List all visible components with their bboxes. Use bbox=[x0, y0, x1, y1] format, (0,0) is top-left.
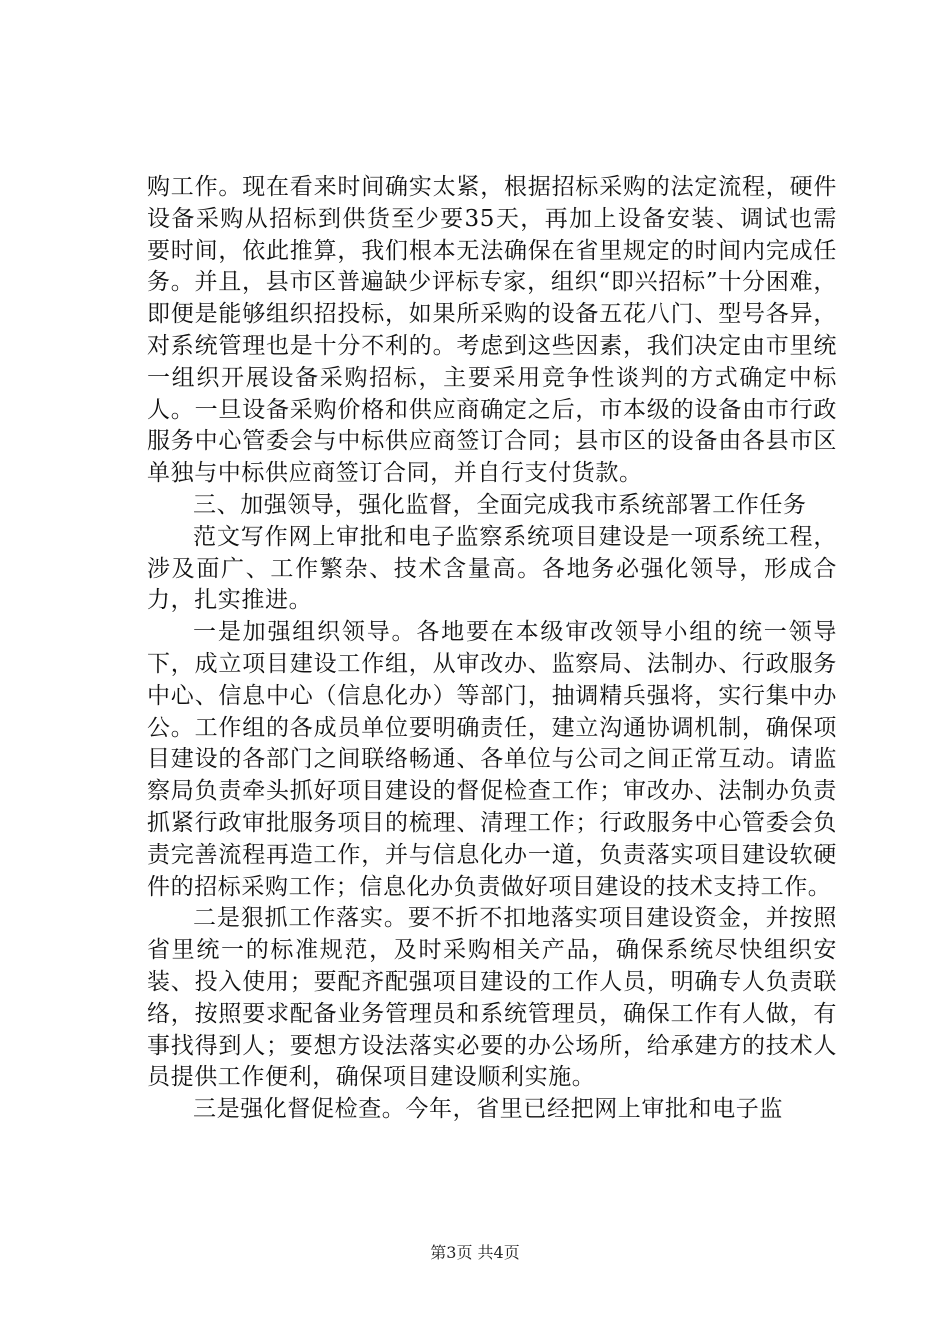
paragraph-point-three: 三是强化督促检查。今年，省里已经把网上审批和电子监 bbox=[193, 1096, 783, 1123]
document-body bbox=[147, 172, 837, 1126]
paragraph-intro: 范文写作网上审批和电子监察系统项目建设是一项系统工程，涉及面广、工作繁杂、技术含量高。各地务必强化领导，形成合力，扎实推进。 bbox=[147, 523, 837, 614]
paragraph-point-two: 二是狠抓工作落实。要不折不扣地落实项目建设资金，并按照省里统一的标准规范，及时采购相关产品，确保系统尽快组织安装、投入使用；要配齐配强项目建设的工作人员，明确专人负责联络，按照要求配备业务管理员和系统管理员，确保工作有人做，有事找得到人；要想方设法落实必要的办公场所，给承建方的技术人员提供工作便利，确保项目建设顺利实施。 bbox=[147, 905, 837, 1091]
page-footer: 第3页 共4页 bbox=[430, 1243, 520, 1262]
paragraph-continuation: 购工作。现在看来时间确实太紧，根据招标采购的法定流程，硬件设备采购从招标到供货至少要35天，再加上设备安装、调试也需要时间，依此推算，我们根本无法确保在省里规定的时间内完成任务。并且，县市区普遍缺少评标专家，组织“即兴招标”十分困难，即便是能够组织招投标，如果所采购的设备五花八门、型号各异，对系统管理也是十分不利的。考虑到这些因素，我们决定由市里统一组织开展设备采购招标，主要采用竞争性谈判的方式确定中标人。一旦设备采购价格和供应商确定之后，市本级的设备由市行政服务中心管委会与中标供应商签订合同；县市区的设备由各县市区单独与中标供应商签订合同，并自行支付货款。 bbox=[147, 174, 837, 487]
section-heading: 三、加强领导，强化监督，全面完成我市系统部署工作任务 bbox=[193, 491, 807, 518]
paragraph-point-one: 一是加强组织领导。各地要在本级审改领导小组的统一领导下，成立项目建设工作组，从审改办、监察局、法制办、行政服务中心、信息中心（信息化办）等部门，抽调精兵强将，实行集中办公。工作组的各成员单位要明确责任，建立沟通协调机制，确保项目建设的各部门之间联络畅通、各单位与公司之间正常互动。请监察局负责牵头抓好项目建设的督促检查工作；审改办、法制办负责抓紧行政审批服务项目的梳理、清理工作；行政服务中心管委会负责完善流程再造工作，并与信息化办一道，负责落实项目建设软硬件的招标采购工作；信息化办负责做好项目建设的技术支持工作。 bbox=[147, 619, 837, 900]
